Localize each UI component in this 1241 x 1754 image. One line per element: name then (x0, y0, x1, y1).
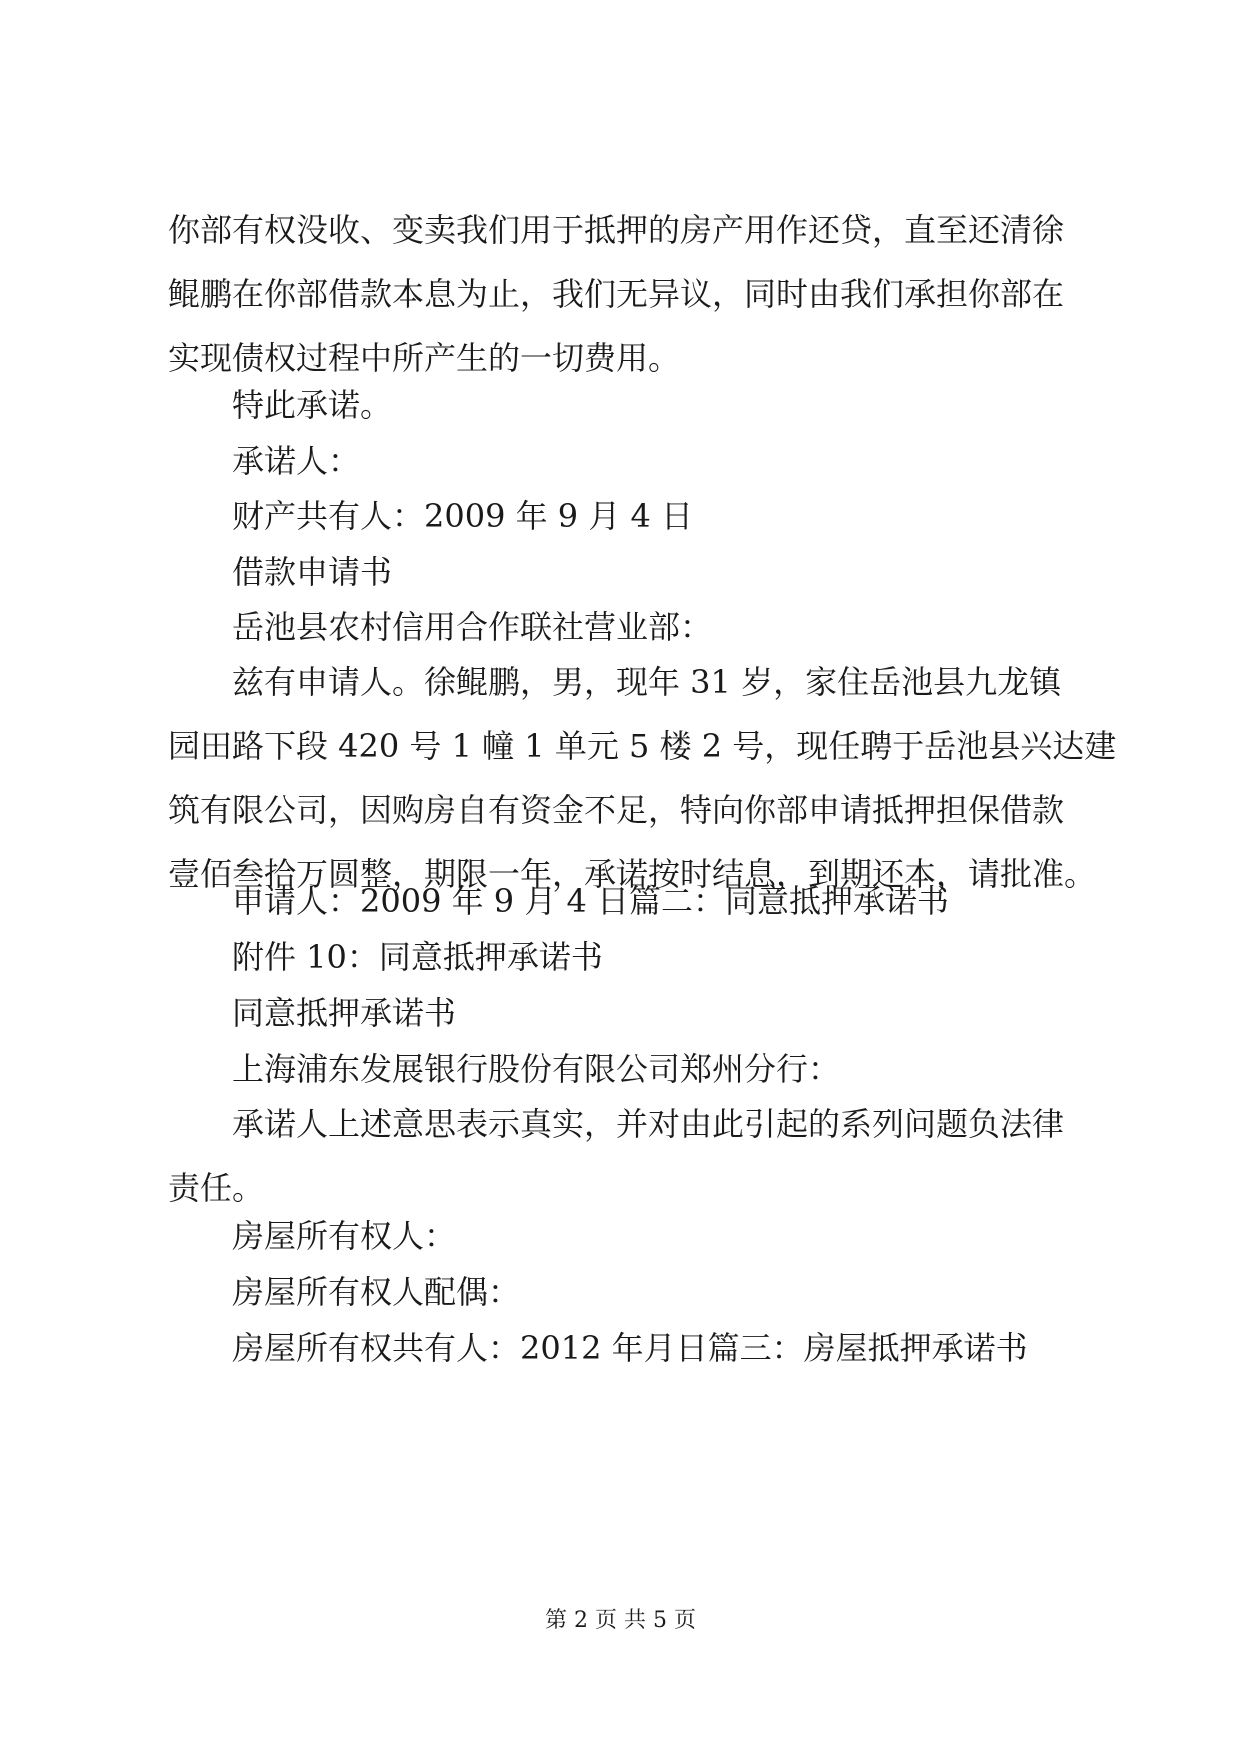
text-line: 兹有申请人。徐鲲鹏，男，现年 31 岁，家住岳池县九龙镇 (232, 663, 1062, 701)
text-line: 承诺人上述意思表示真实，并对由此引起的系列问题负法律 (232, 1105, 1065, 1143)
text-line: 壹佰叁拾万圆整，期限一年，承诺按时结息，到期还本，请批准。 (168, 855, 1097, 893)
line-house-owner-spouse: 房屋所有权人配偶： (232, 1273, 521, 1311)
paragraph-application-body (168, 650, 1117, 906)
text-line: 园田路下段 420 号 1 幢 1 单元 5 楼 2 号，现任聘于岳池县兴达建 (168, 727, 1117, 765)
paragraph-disposal-clause (168, 198, 1083, 390)
text-line: 实现债权过程中所产生的一切费用。 (168, 339, 681, 377)
paragraph-statement (168, 1092, 1083, 1220)
line-teci: 特此承诺。 (232, 386, 393, 424)
heading-loan-application: 借款申请书 (232, 553, 393, 591)
line-house-owner: 房屋所有权人： (232, 1217, 457, 1255)
line-house-co-owner: 房屋所有权共有人：2012 年月日篇三：房屋抵押承诺书 (232, 1329, 1028, 1367)
text-line: 你部有权没收、变卖我们用于抵押的房产用作还贷，直至还清徐 (168, 211, 1065, 249)
heading-consent-mortgage: 同意抵押承诺书 (232, 994, 457, 1032)
line-recipient-bank: 上海浦东发展银行股份有限公司郑州分行： (232, 1050, 841, 1088)
line-chengnuoren: 承诺人： (232, 442, 361, 480)
text-line: 鲲鹏在你部借款本息为止，我们无异议，同时由我们承担你部在 (168, 275, 1065, 313)
line-attachment: 附件 10：同意抵押承诺书 (232, 938, 603, 976)
line-applicant-date: 申请人：2009 年 9 月 4 日篇二：同意抵押承诺书 (232, 882, 950, 920)
page-number-footer: 第 2 页 共 5 页 (545, 1608, 696, 1633)
line-recipient-credit-union: 岳池县农村信用合作联社营业部： (232, 608, 713, 646)
text-line: 责任。 (168, 1169, 265, 1207)
line-property-co-owner: 财产共有人：2009 年 9 月 4 日 (232, 497, 694, 535)
text-line: 筑有限公司，因购房自有资金不足，特向你部申请抵押担保借款 (168, 791, 1065, 829)
